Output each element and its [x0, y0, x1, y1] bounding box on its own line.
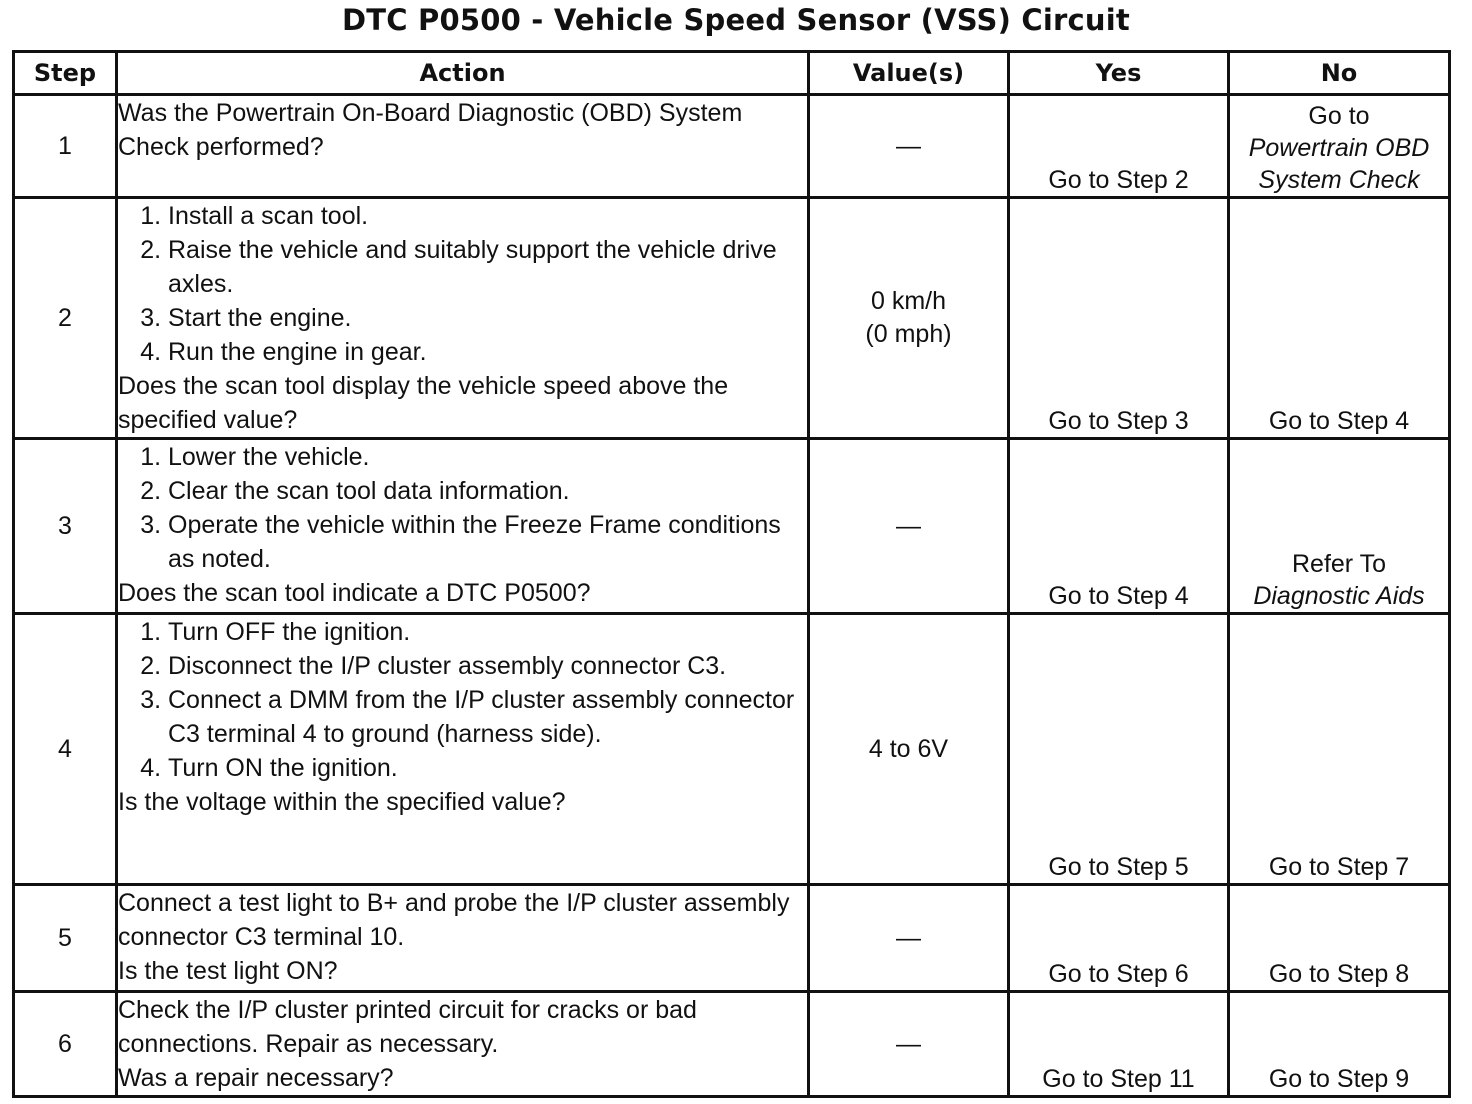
no-prefix: Refer To — [1291, 550, 1387, 578]
action-step: 4. Turn ON the ignition. — [168, 751, 807, 785]
table-row — [14, 198, 1450, 439]
header-step: Step — [14, 52, 117, 95]
action-step: 3. Connect a DMM from the I/P cluster assembly connector C3 terminal 4 to ground (harness side). — [168, 683, 807, 751]
no-cell: Go to Step 9 — [1229, 992, 1450, 1097]
step-number: 3 — [14, 439, 117, 614]
value-cell: — — [809, 439, 1009, 614]
action-cell — [117, 198, 809, 439]
header-yes: Yes — [1009, 52, 1229, 95]
action-cell — [117, 885, 809, 992]
no-reference: Diagnostic Aids — [1253, 582, 1425, 610]
value-cell: — — [809, 885, 1009, 992]
action-step: 2. Clear the scan tool data information. — [168, 474, 807, 508]
yes-cell: Go to Step 11 — [1009, 992, 1229, 1097]
action-step: 1. Turn OFF the ignition. — [168, 615, 807, 649]
header-values: Value(s) — [809, 52, 1009, 95]
action-instruction: Connect a test light to B+ and probe the I/P cluster assembly connector C3 terminal 10. — [118, 889, 790, 951]
step-number: 6 — [14, 992, 117, 1097]
no-cell — [1229, 95, 1450, 198]
value-cell: — — [809, 95, 1009, 198]
yes-cell: Go to Step 6 — [1009, 885, 1229, 992]
action-question: Is the voltage within the specified value? — [118, 788, 566, 816]
no-prefix: Go to — [1308, 102, 1370, 130]
action-cell — [117, 95, 809, 198]
value-cell: — — [809, 992, 1009, 1097]
header-no: No — [1229, 52, 1450, 95]
table-row — [14, 885, 1450, 992]
action-step: 3. Start the engine. — [168, 301, 807, 335]
no-reference: Powertrain OBD System Check — [1248, 134, 1430, 194]
value-cell: 4 to 6V — [809, 614, 1009, 885]
action-steps — [118, 440, 807, 576]
table-row — [14, 95, 1450, 198]
action-cell — [117, 614, 809, 885]
no-cell — [1229, 439, 1450, 614]
step-number: 2 — [14, 198, 117, 439]
action-step: 4. Run the engine in gear. — [168, 335, 807, 369]
diagnostic-table — [12, 50, 1451, 1098]
yes-cell: Go to Step 2 — [1009, 95, 1229, 198]
step-number: 4 — [14, 614, 117, 885]
action-steps — [118, 199, 807, 369]
action-question: Was the Powertrain On-Board Diagnostic (OBD) System Check performed? — [118, 99, 743, 161]
value-line: (0 mph) — [865, 320, 952, 348]
yes-cell: Go to Step 4 — [1009, 439, 1229, 614]
action-cell — [117, 992, 809, 1097]
yes-cell: Go to Step 5 — [1009, 614, 1229, 885]
value-line: 0 km/h — [870, 287, 947, 315]
action-question: Does the scan tool display the vehicle speed above the specified value? — [118, 372, 729, 434]
no-cell: Go to Step 4 — [1229, 198, 1450, 439]
action-step: 2. Raise the vehicle and suitably support the vehicle drive axles. — [168, 233, 807, 301]
page-title: DTC P0500 - Vehicle Speed Sensor (VSS) Circuit — [342, 3, 1130, 37]
step-number: 1 — [14, 95, 117, 198]
no-cell: Go to Step 8 — [1229, 885, 1450, 992]
action-step: 2. Disconnect the I/P cluster assembly connector C3. — [168, 649, 807, 683]
table-row — [14, 439, 1450, 614]
action-step: 3. Operate the vehicle within the Freeze Frame conditions as noted. — [168, 508, 807, 576]
header-action: Action — [117, 52, 809, 95]
action-step: 1. Install a scan tool. — [168, 199, 807, 233]
value-cell — [809, 198, 1009, 439]
action-cell — [117, 439, 809, 614]
table-row — [14, 614, 1450, 885]
table-row — [14, 992, 1450, 1097]
action-question: Does the scan tool indicate a DTC P0500? — [118, 579, 591, 607]
action-instruction: Check the I/P cluster printed circuit for cracks or bad connections. Repair as necessary. — [118, 996, 697, 1058]
step-number: 5 — [14, 885, 117, 992]
action-question: Was a repair necessary? — [118, 1064, 394, 1092]
action-steps — [118, 615, 807, 785]
action-step: 1. Lower the vehicle. — [168, 440, 807, 474]
action-question: Is the test light ON? — [118, 957, 338, 985]
no-cell: Go to Step 7 — [1229, 614, 1450, 885]
yes-cell: Go to Step 3 — [1009, 198, 1229, 439]
table-header-row — [14, 52, 1450, 95]
